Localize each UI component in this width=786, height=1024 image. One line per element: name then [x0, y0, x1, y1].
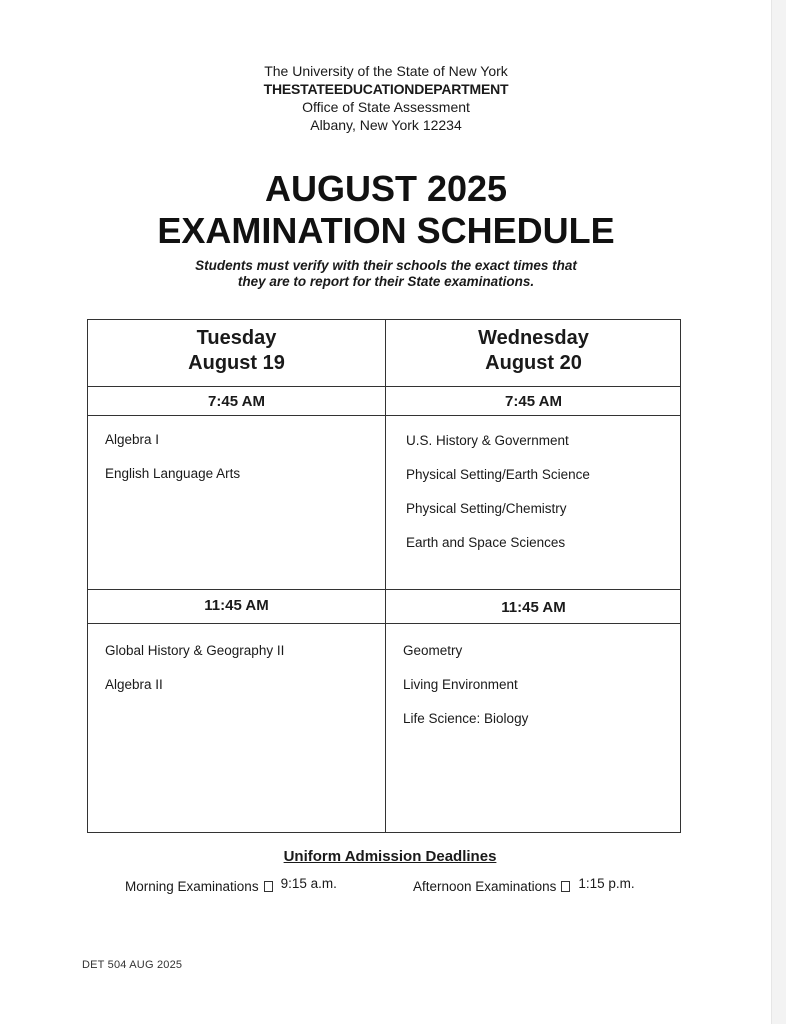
- exam-list-wednesday-morning: [406, 432, 590, 568]
- exam-list-tuesday-morning: [105, 431, 240, 499]
- university-name: The University of the State of New York: [264, 63, 508, 79]
- exam-list-tuesday-afternoon: [105, 642, 284, 710]
- department-name: THESTATEEDUCATIONDEPARTMENT: [263, 81, 509, 97]
- office-address: Albany, New York 12234: [310, 117, 462, 133]
- weekday-label: Tuesday: [196, 327, 277, 349]
- exam-item: Algebra II: [105, 677, 163, 692]
- letterhead: [0, 62, 772, 134]
- morning-deadline-label: Morning Examinations: [125, 879, 259, 894]
- exam-item: Geometry: [403, 643, 463, 658]
- session-time-afternoon: 11:45 AM: [501, 599, 566, 616]
- page-title: [0, 168, 772, 252]
- exam-item: Global History & Geography II: [105, 643, 285, 658]
- office-name: Office of State Assessment: [302, 99, 470, 115]
- date-label: August 19: [188, 352, 285, 374]
- exam-item: English Language Arts: [105, 466, 241, 481]
- afternoon-deadline-label: Afternoon Examinations: [413, 879, 557, 894]
- morning-deadline: [125, 878, 337, 896]
- afternoon-deadline: [413, 878, 635, 896]
- exam-item: Earth and Space Sciences: [406, 535, 566, 550]
- title-schedule: EXAMINATION SCHEDULE: [157, 210, 615, 251]
- session-time-morning: 7:45 AM: [208, 393, 265, 410]
- checkbox-icon: [561, 881, 570, 892]
- row-divider: [88, 415, 680, 416]
- exam-item: Life Science: Biology: [403, 711, 529, 726]
- day-header-tuesday: [88, 326, 385, 376]
- day-header-wednesday: [385, 326, 682, 376]
- weekday-label: Wednesday: [478, 327, 589, 349]
- checkbox-icon: [264, 881, 273, 892]
- exam-list-wednesday-afternoon: [403, 642, 528, 744]
- exam-item: Physical Setting/Chemistry: [406, 501, 567, 516]
- row-divider: [88, 589, 680, 590]
- admission-deadlines-heading: Uniform Admission Deadlines: [283, 848, 497, 865]
- schedule-table: [87, 319, 681, 833]
- page-edge: [771, 0, 786, 1024]
- title-month: AUGUST 2025: [264, 168, 508, 209]
- report-time-notice: Students must verify with their schools the exact times that they are to report for their State examinations.: [195, 258, 577, 289]
- morning-deadline-time: 9:15 a.m.: [280, 876, 337, 891]
- session-time-afternoon: 11:45 AM: [204, 597, 269, 614]
- session-time-morning: 7:45 AM: [505, 393, 562, 410]
- exam-item: U.S. History & Government: [406, 433, 569, 448]
- afternoon-deadline-time: 1:15 p.m.: [578, 876, 635, 891]
- row-divider: [88, 623, 680, 624]
- row-divider: [88, 386, 680, 387]
- document-code: DET 504 AUG 2025: [82, 959, 183, 971]
- exam-item: Algebra I: [105, 432, 160, 447]
- exam-item: Living Environment: [403, 677, 518, 692]
- exam-item: Physical Setting/Earth Science: [406, 467, 590, 482]
- date-label: August 20: [485, 352, 582, 374]
